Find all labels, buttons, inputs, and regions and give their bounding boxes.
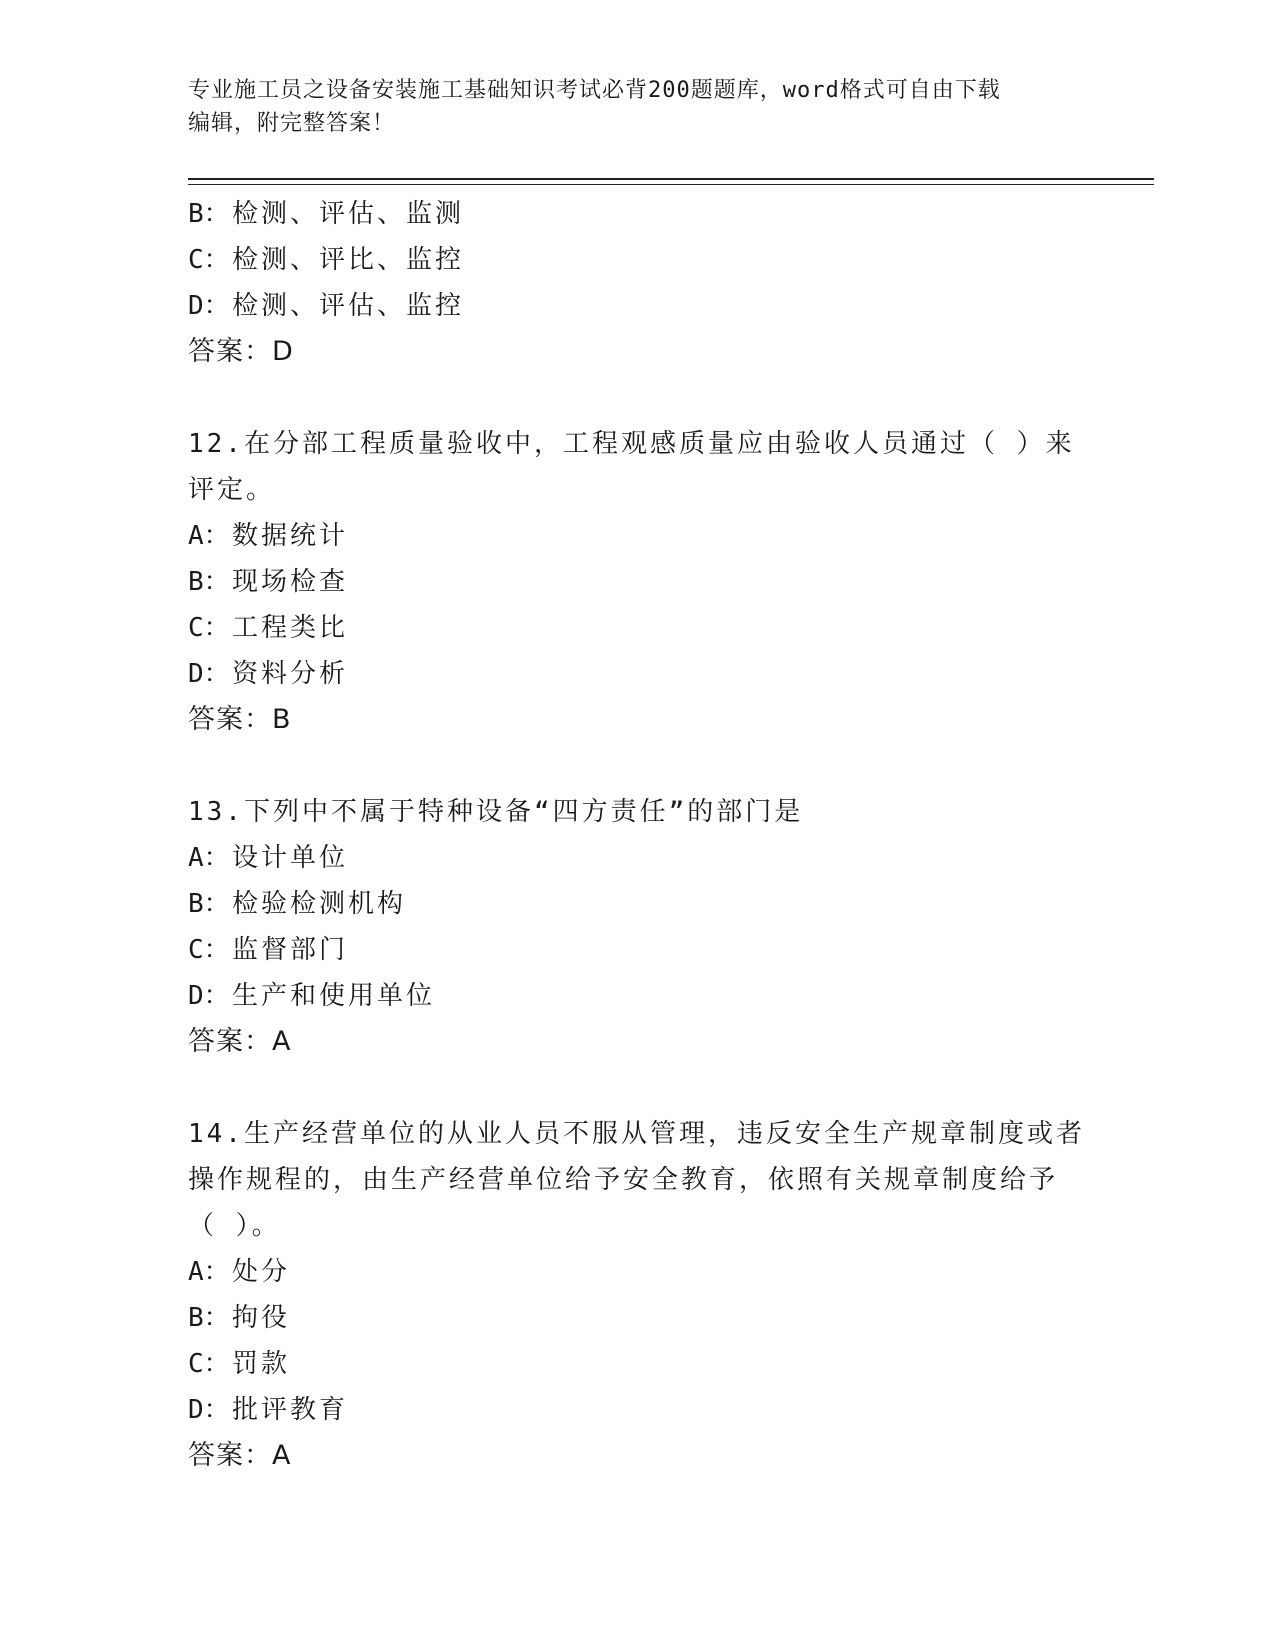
option-row [188,973,1088,1019]
option-label: A： [188,843,230,873]
option-text: 检测、评估、监控 [232,291,465,321]
answer-line: 答案：D [188,336,294,367]
option-text: 数据统计 [232,521,349,551]
option-label: C： [188,1349,230,1379]
answer-line: 答案：B [188,704,292,735]
option-row [188,283,1088,329]
question-stem-line: 13.下列中不属于特种设备“四方责任”的部门是 [188,797,804,827]
question-stem-line: 14.生产经营单位的从业人员不服从管理，违反安全生产规章制度或者 [188,1119,1085,1149]
option-label: B： [188,199,230,229]
answer-line: 答案：A [188,1440,292,1471]
option-label: D： [188,1395,230,1425]
option-row [188,1295,1088,1341]
option-label: C： [188,245,230,275]
option-text: 监督部门 [232,935,349,965]
option-row [188,835,1088,881]
option-label: C： [188,935,230,965]
option-label: A： [188,1257,230,1287]
option-label: B： [188,889,230,919]
spacer [188,1065,1088,1111]
question-stem-line: （ ）。 [188,1211,281,1241]
spacer [188,743,1088,789]
option-text: 检测、评估、监测 [232,199,465,229]
option-row [188,1249,1088,1295]
carryover-options [188,191,1088,375]
option-label: B： [188,567,230,597]
option-row [188,513,1088,559]
question-stem-line: 12.在分部工程质量验收中，工程观感质量应由验收人员通过（ ）来 [188,429,1075,459]
question-stem-line: 评定。 [188,475,276,505]
header-title-line-1: 专业施工员之设备安装施工基础知识考试必背200题题库，word格式可自由下载 [188,78,1001,103]
option-text: 现场检查 [232,567,349,597]
option-text: 批评教育 [232,1395,349,1425]
option-text: 拘役 [232,1303,291,1333]
option-text: 资料分析 [232,659,349,689]
option-row [188,651,1088,697]
option-text: 生产和使用单位 [232,981,436,1011]
option-label: D： [188,291,230,321]
option-label: C： [188,613,230,643]
option-row [188,237,1088,283]
option-text: 罚款 [232,1349,291,1379]
option-label: D： [188,659,230,689]
option-row [188,559,1088,605]
option-text: 检验检测机构 [232,889,407,919]
header-divider-thin [188,184,1154,185]
answer-line: 答案：A [188,1026,292,1057]
option-row [188,1341,1088,1387]
option-label: D： [188,981,230,1011]
spacer [188,375,1088,421]
header-title-line-2: 编辑，附完整答案！ [188,111,396,136]
option-label: B： [188,1303,230,1333]
option-text: 处分 [232,1257,291,1287]
option-row [188,1387,1088,1433]
option-text: 工程类比 [232,613,349,643]
option-row [188,881,1088,927]
question-13 [188,789,1088,1065]
document-header [188,74,1088,140]
option-label: A： [188,521,230,551]
question-stem-line: 操作规程的，由生产经营单位给予安全教育，依照有关规章制度给予 [188,1165,1059,1195]
option-row [188,191,1088,237]
option-text: 设计单位 [232,843,349,873]
option-row [188,927,1088,973]
question-12 [188,421,1088,743]
option-text: 检测、评比、监控 [232,245,465,275]
question-14 [188,1111,1088,1479]
question-list [188,191,1088,1479]
option-row [188,605,1088,651]
header-divider-thick [188,178,1154,180]
